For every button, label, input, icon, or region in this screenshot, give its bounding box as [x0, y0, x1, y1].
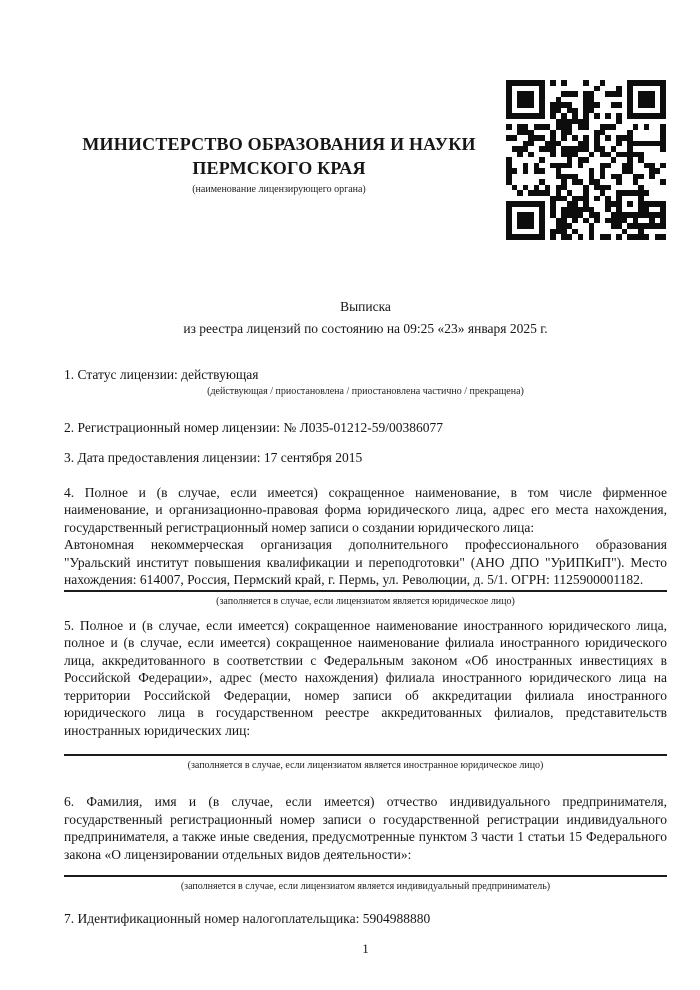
section-4-note: (заполняется в случае, если лицензиатом является юридическое лицо) [216, 595, 515, 607]
section-6-individual-entrepreneur [64, 793, 667, 863]
page-number: 1 [362, 940, 369, 956]
extract-subtitle: из реестра лицензий по состоянию на 09:25 «23» января 2025 г. [183, 321, 548, 336]
section-6-note: (заполняется в случае, если лицензиатом является индивидуальный предприниматель) [180, 881, 551, 892]
section-5-foreign-entity [64, 617, 667, 740]
section-3-license-date: 3. Дата предоставления лицензии: 17 сентября 2015 [64, 450, 363, 465]
extract-heading [64, 296, 667, 340]
section-2-registration-number: 2. Регистрационный номер лицензии: № Л035-01212-59/00386077 [64, 419, 444, 435]
ministry-title-line2: ПЕРМСКОГО КРАЯ [192, 158, 366, 178]
extract-title: Выписка [340, 299, 391, 314]
section-4-value: Автономная некоммерческая организация дополнительного профессионального образования "Уральский институт повышения квалификации и переподготовки" (АНО ДПО "УрИПКиП"). Место нахождения: 614007, Россия, Пермский край, г. Пермь, ул. Революции, д. 5/1. ОГРН: 1125900001182. [64, 537, 667, 587]
section-1-note: (действующая / приостановлена / приостановлена частично / прекращена) [207, 385, 524, 397]
ministry-caption: (наименование лицензирующего органа) [192, 184, 366, 195]
section-5-note: (заполняется в случае, если лицензиатом является иностранное юридическое лицо) [187, 760, 544, 771]
section-5-label: 5. Полное и (в случае, если имеется) сокращенное наименование иностранного юридического лица, полное и (в случае, если имеется) сокращенное наименование филиала иностранного юридического лица, аккредитованного в соответствии с Федеральным законом «Об иностранных инвестициях в Российской Федерации», адрес (место нахождения) филиала иностранного юридического лица на территории Российской Федерации, номер записи об аккредитации филиала иностранного юридического лица в государственном реестре аккредитованных филиалов, представительств иностранных юридических лиц: [64, 617, 667, 738]
section-4-rule [64, 590, 667, 592]
section-7-taxpayer-id: 7. Идентификационный номер налогоплательщика: 5904988880 [64, 911, 431, 926]
section-5-rule [64, 754, 667, 756]
qr-code-icon [506, 80, 666, 240]
section-6-rule [64, 875, 667, 877]
ministry-title-line1: МИНИСТЕРСТВО ОБРАЗОВАНИЯ И НАУКИ [82, 134, 476, 154]
ministry-title [64, 132, 494, 180]
section-4-legal-entity [64, 484, 667, 589]
section-6-label: 6. Фамилия, имя и (в случае, если имеется) отчество индивидуального предпринимателя, государственный регистрационный номер записи о государственной регистрации индивидуального предпринимателя, а также иные сведения, предусмотренные пунктом 3 части 1 статьи 15 Федерального закона «О лицензировании отдельных видов деятельности»: [64, 794, 667, 862]
section-4-label: 4. Полное и (в случае, если имеется) сокращенное наименование, в том числе фирменное наименование, и организационно-правовая форма юридического лица, адрес его места нахождения, государственный регистрационный номер записи о создании юридического лица: [64, 484, 667, 535]
section-1-license-status: 1. Статус лицензии: действующая [64, 367, 259, 382]
licensing-authority-header [64, 0, 494, 196]
